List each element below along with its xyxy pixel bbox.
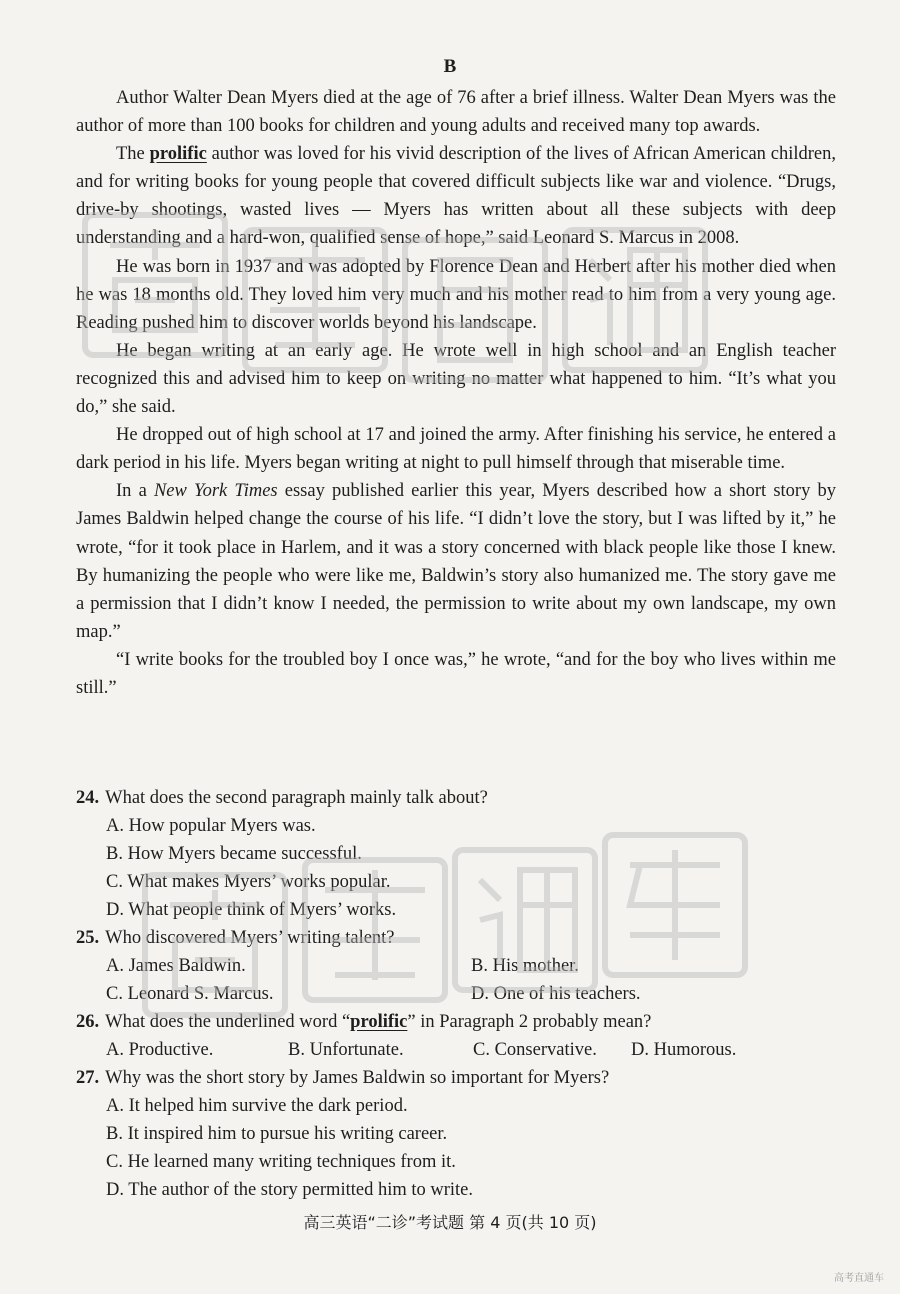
page-footer: 高三英语“二诊”考试题 第 4 页(共 10 页) [303, 1213, 597, 1232]
question-text: Who discovered Myers’ writing talent? [105, 928, 395, 948]
options-25-row-1 [76, 952, 836, 980]
option-27-c: C. He learned many writing techniques from it. [106, 1152, 456, 1172]
question-text [105, 1008, 651, 1036]
option-24-d: D. What people think of Myers’ works. [106, 900, 397, 920]
options-25-row-2 [76, 980, 836, 1008]
option-25-d: D. One of his teachers. [471, 984, 641, 1004]
option-24-b: B. How Myers became successful. [106, 844, 362, 864]
option-25-b: B. His mother. [471, 956, 579, 976]
question-text-end: ” in Paragraph 2 probably mean? [407, 1012, 652, 1032]
question-list [76, 784, 836, 1204]
watermark-text: 高考直通车 [834, 1273, 884, 1284]
option-24-c: C. What makes Myers’ works popular. [106, 872, 391, 892]
paragraph-2-rest: author was loved for his vivid description of the lives of African American children, and for writing books for young people that covered difficult subjects like war and violence. “Drugs, drive-by shootings, wasted lives — Myers has written about all these subjects with deep understanding and a hard-won, qualified sense of hope,” said Leonard S. Marcus in 2008. [76, 144, 837, 249]
option-25-c: C. Leonard S. Marcus. [106, 984, 274, 1004]
option-24-a: A. How popular Myers was. [106, 816, 316, 836]
option-26-b: B. Unfortunate. [288, 1040, 404, 1060]
newspaper-title: New York Times [153, 481, 278, 502]
question-24 [76, 784, 836, 812]
keyword-prolific: prolific [149, 144, 207, 165]
paragraph-1: Author Walter Dean Myers died at the age of 76 after a brief illness. Walter Dean Myers was the author of more than 100 books for children and young adults and received many top awards. [76, 88, 836, 137]
question-text: Why was the short story by James Baldwin so important for Myers? [105, 1068, 610, 1088]
keyword-prolific: prolific [350, 1012, 408, 1032]
option-26-a: A. Productive. [106, 1040, 214, 1060]
option-27-d: D. The author of the story permitted him to write. [106, 1180, 474, 1200]
option-26-d: D. Humorous. [631, 1040, 737, 1060]
question-number: 24. [76, 788, 100, 808]
paragraph-7: “I write books for the troubled boy I once was,” he wrote, “and for the boy who lives within me still.” [76, 649, 836, 698]
paragraph-3: He was born in 1937 and was adopted by Florence Dean and Herbert after his mother died when he was 18 months old. They loved him very much and his mother read to him from a very young age. Reading pushed him to discover worlds beyond his landscape. [76, 256, 836, 333]
question-text-start: What does the underlined word “ [105, 1012, 351, 1032]
paragraph-5: He dropped out of high school at 17 and joined the army. After finishing his service, he entered a dark period in his life. Myers began writing at night to pull himself through that miserable time. [76, 425, 836, 474]
paragraph-4: He began writing at an early age. He wrote well in high school and an English teacher recognized this and advised him to keep on writing no matter what happened to him. “It’s what you do,” she said. [76, 340, 836, 418]
paragraph-6-rest: essay published earlier this year, Myers described how a short story by James Baldwin helped change the course of his life. “I didn’t love the story, but I was lifted by it,” he wrote, “for it took place in Harlem, and it was a story concerned with black people like those I knew. By humanizing the people who were like me, Baldwin’s story also humanized me. The story gave me a permission that I didn’t know I needed, the permission to write about my own landscape, my own map.” [76, 481, 836, 642]
question-26 [76, 1008, 836, 1036]
question-27 [76, 1064, 836, 1092]
question-25 [76, 924, 836, 952]
paragraph-2-start: The [116, 144, 150, 165]
paragraph-6 [76, 477, 836, 646]
question-text: What does the second paragraph mainly talk about? [105, 788, 488, 808]
question-number: 27. [76, 1068, 100, 1088]
options-26-row [76, 1036, 836, 1064]
question-number: 25. [76, 928, 100, 948]
option-26-c: C. Conservative. [473, 1040, 597, 1060]
reading-passage [76, 84, 836, 702]
paragraph-2 [76, 140, 836, 252]
option-25-a: A. James Baldwin. [106, 956, 246, 976]
question-number: 26. [76, 1012, 100, 1032]
option-27-b: B. It inspired him to pursue his writing career. [106, 1124, 448, 1144]
section-heading: B [443, 56, 457, 77]
option-27-a: A. It helped him survive the dark period. [106, 1096, 408, 1116]
paragraph-6-start: In a [116, 481, 154, 502]
